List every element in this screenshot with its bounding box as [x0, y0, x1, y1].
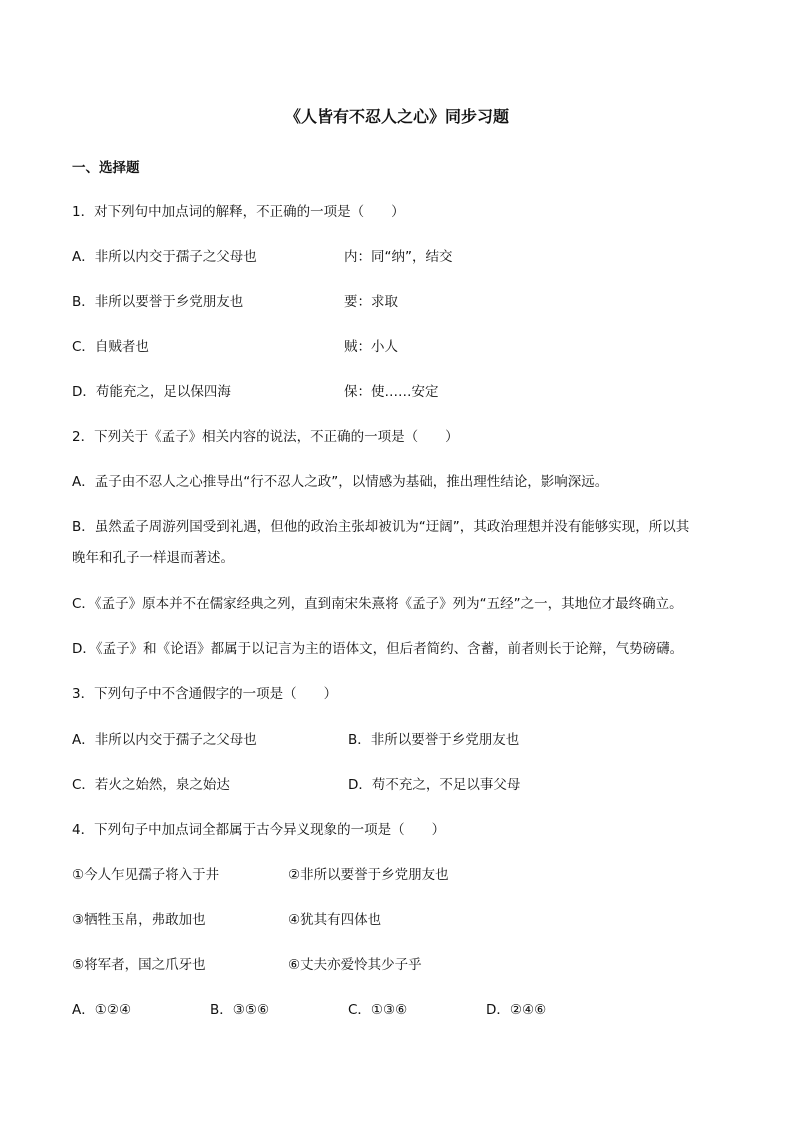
q4-choice-c: C．①③⑥	[348, 1002, 408, 1018]
document-title: 《人皆有不忍人之心》同步习题	[284, 107, 509, 126]
q1-option-d: D．苟能充之，足以保四海	[72, 384, 231, 400]
q2-option-b-continued: 晚年和孔子一样退而著述。	[72, 550, 234, 566]
q3-option-b: B．非所以要誉于乡党朋友也	[348, 732, 520, 748]
q4-choice-a: A．①②④	[72, 1002, 132, 1018]
question-1-stem: 1．对下列句中加点词的解释，不正确的一项是（ ）	[72, 204, 405, 220]
q1-option-b-explanation: 要：求取	[344, 294, 398, 310]
q1-option-b: B．非所以要誉于乡党朋友也	[72, 294, 244, 310]
q1-option-c: C．自贼者也	[72, 339, 149, 355]
q1-option-a-explanation: 内：同“纳”，结交	[344, 249, 453, 265]
q1-option-a: A．非所以内交于孺子之父母也	[72, 249, 257, 265]
q1-option-d-explanation: 保：使……安定	[344, 384, 439, 400]
q3-option-d: D．苟不充之，不足以事父母	[348, 777, 521, 793]
question-2-stem: 2．下列关于《孟子》相关内容的说法，不正确的一项是（ ）	[72, 429, 459, 445]
q4-choice-b: B．③⑤⑥	[210, 1002, 270, 1018]
question-3-stem: 3．下列句子中不含通假字的一项是（ ）	[72, 686, 338, 702]
q4-choice-d: D．②④⑥	[486, 1002, 547, 1018]
q2-option-a: A．孟子由不忍人之心推导出“行不忍人之政”，以情感为基础，推出理性结论，影响深远。	[72, 474, 609, 490]
question-4-stem: 4．下列句子中加点词全都属于古今异义现象的一项是（ ）	[72, 822, 446, 838]
q3-option-a: A．非所以内交于孺子之父母也	[72, 732, 257, 748]
q4-item-5: ⑤将军者，国之爪牙也	[72, 957, 206, 973]
q2-option-d: D．《孟子》和《论语》都属于以记言为主的语体文，但后者简约、含蓄，前者则长于论辩，气势磅礴。	[72, 641, 684, 657]
q1-option-c-explanation: 贼：小人	[344, 339, 398, 355]
q2-option-c: C．《孟子》原本并不在儒家经典之列，直到南宋朱熹将《孟子》列为“五经”之一，其地位才最终确立。	[72, 596, 683, 612]
q4-item-3: ③牺牲玉帛，弗敢加也	[72, 912, 206, 928]
section-heading: 一、选择题	[72, 160, 140, 176]
q4-item-1: ①今人乍见孺子将入于井	[72, 867, 220, 883]
q4-item-2: ②非所以要誉于乡党朋友也	[288, 867, 449, 883]
q4-item-4: ④犹其有四体也	[288, 912, 382, 928]
q2-option-b: B．虽然孟子周游列国受到礼遇，但他的政治主张却被讥为“迂阔”，其政治理想并没有能够实现，所以其	[72, 519, 690, 535]
q4-item-6: ⑥丈夫亦爱怜其少子乎	[288, 957, 422, 973]
q3-option-c: C．若火之始然，泉之始达	[72, 777, 230, 793]
